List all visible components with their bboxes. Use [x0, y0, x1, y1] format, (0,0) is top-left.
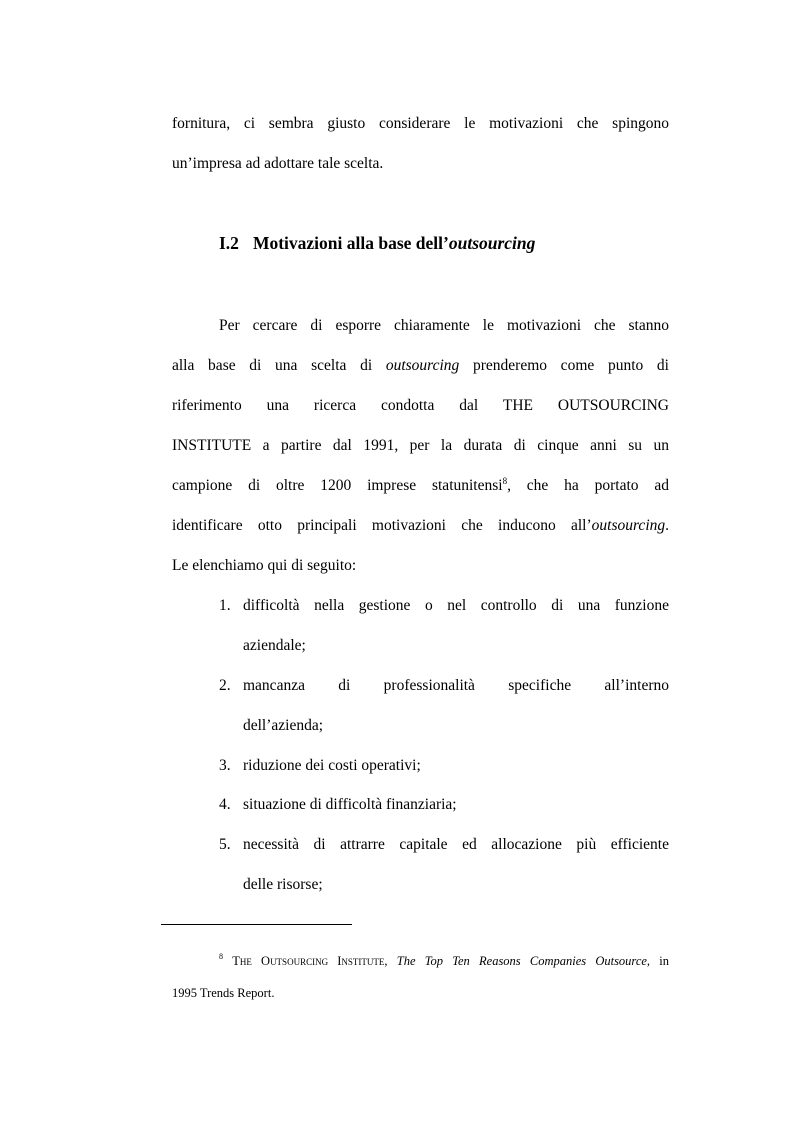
para-text: identificare otto principali motivazioni che inducono all’ — [172, 517, 592, 534]
para-line-6 — [172, 517, 669, 535]
list-number: 1. — [219, 597, 231, 614]
section-title-italic: outsourcing — [448, 233, 536, 253]
section-number: I.2 — [219, 233, 239, 253]
list-number: 3. — [219, 757, 231, 774]
footnote-ref: 8 — [502, 476, 508, 486]
footnote-tail: in — [650, 954, 669, 968]
para-text: prenderemo come punto di — [459, 357, 669, 374]
list-number: 2. — [219, 677, 231, 694]
footnote-mark: 8 — [219, 952, 223, 961]
para-italic: outsourcing — [385, 357, 460, 374]
footnote-sep: , — [384, 954, 397, 968]
footnote-divider — [161, 924, 352, 925]
intro-line-1: fornitura, ci sembra giusto considerare le motivazioni che spingono — [172, 115, 669, 132]
footnote-line-1 — [219, 954, 669, 969]
footnote-title: The Top Ten Reasons Companies Outsource, — [396, 954, 651, 968]
para-italic: outsourcing — [591, 517, 666, 534]
list-item-text: dell’azienda; — [243, 717, 324, 734]
list-item-text: difficoltà nella gestione o nel controllo di una funzione — [243, 597, 669, 614]
para-line-1: Per cercare di esporre chiaramente le motivazioni che stanno — [219, 317, 669, 334]
list-item-text: riduzione dei costi operativi; — [243, 757, 421, 774]
list-item-text: delle risorse; — [243, 876, 323, 893]
list-item-text: situazione di difficoltà finanziaria; — [243, 796, 457, 813]
para-text: campione di oltre 1200 imprese statunitensi — [172, 477, 503, 494]
footnote-line-2: 1995 Trends Report. — [172, 986, 275, 1000]
para-text: . — [665, 517, 669, 534]
section-heading — [219, 233, 535, 254]
list-item-text: aziendale; — [243, 637, 306, 654]
list-item-text: mancanza di professionalità specifiche all’interno — [243, 677, 669, 694]
para-line-4: INSTITUTE a partire dal 1991, per la durata di cinque anni su un — [172, 437, 669, 454]
para-line-3: riferimento una ricerca condotta dal THE OUTSOURCING — [172, 397, 669, 414]
para-line-2 — [172, 357, 669, 375]
list-number: 5. — [219, 836, 231, 853]
para-line-7: Le elenchiamo qui di seguito: — [172, 557, 357, 574]
list-number: 4. — [219, 796, 231, 813]
para-line-5 — [172, 477, 669, 495]
intro-line-2: un’impresa ad adottare tale scelta. — [172, 155, 384, 172]
list-item-text: necessità di attrarre capitale ed allocazione più efficiente — [243, 836, 669, 853]
section-title: Motivazioni alla base dell’ — [252, 233, 449, 253]
para-text: , che ha portato ad — [507, 477, 669, 494]
footnote-author: The Outsourcing Institute — [232, 954, 385, 968]
para-text: alla base di una scelta di — [172, 357, 386, 374]
